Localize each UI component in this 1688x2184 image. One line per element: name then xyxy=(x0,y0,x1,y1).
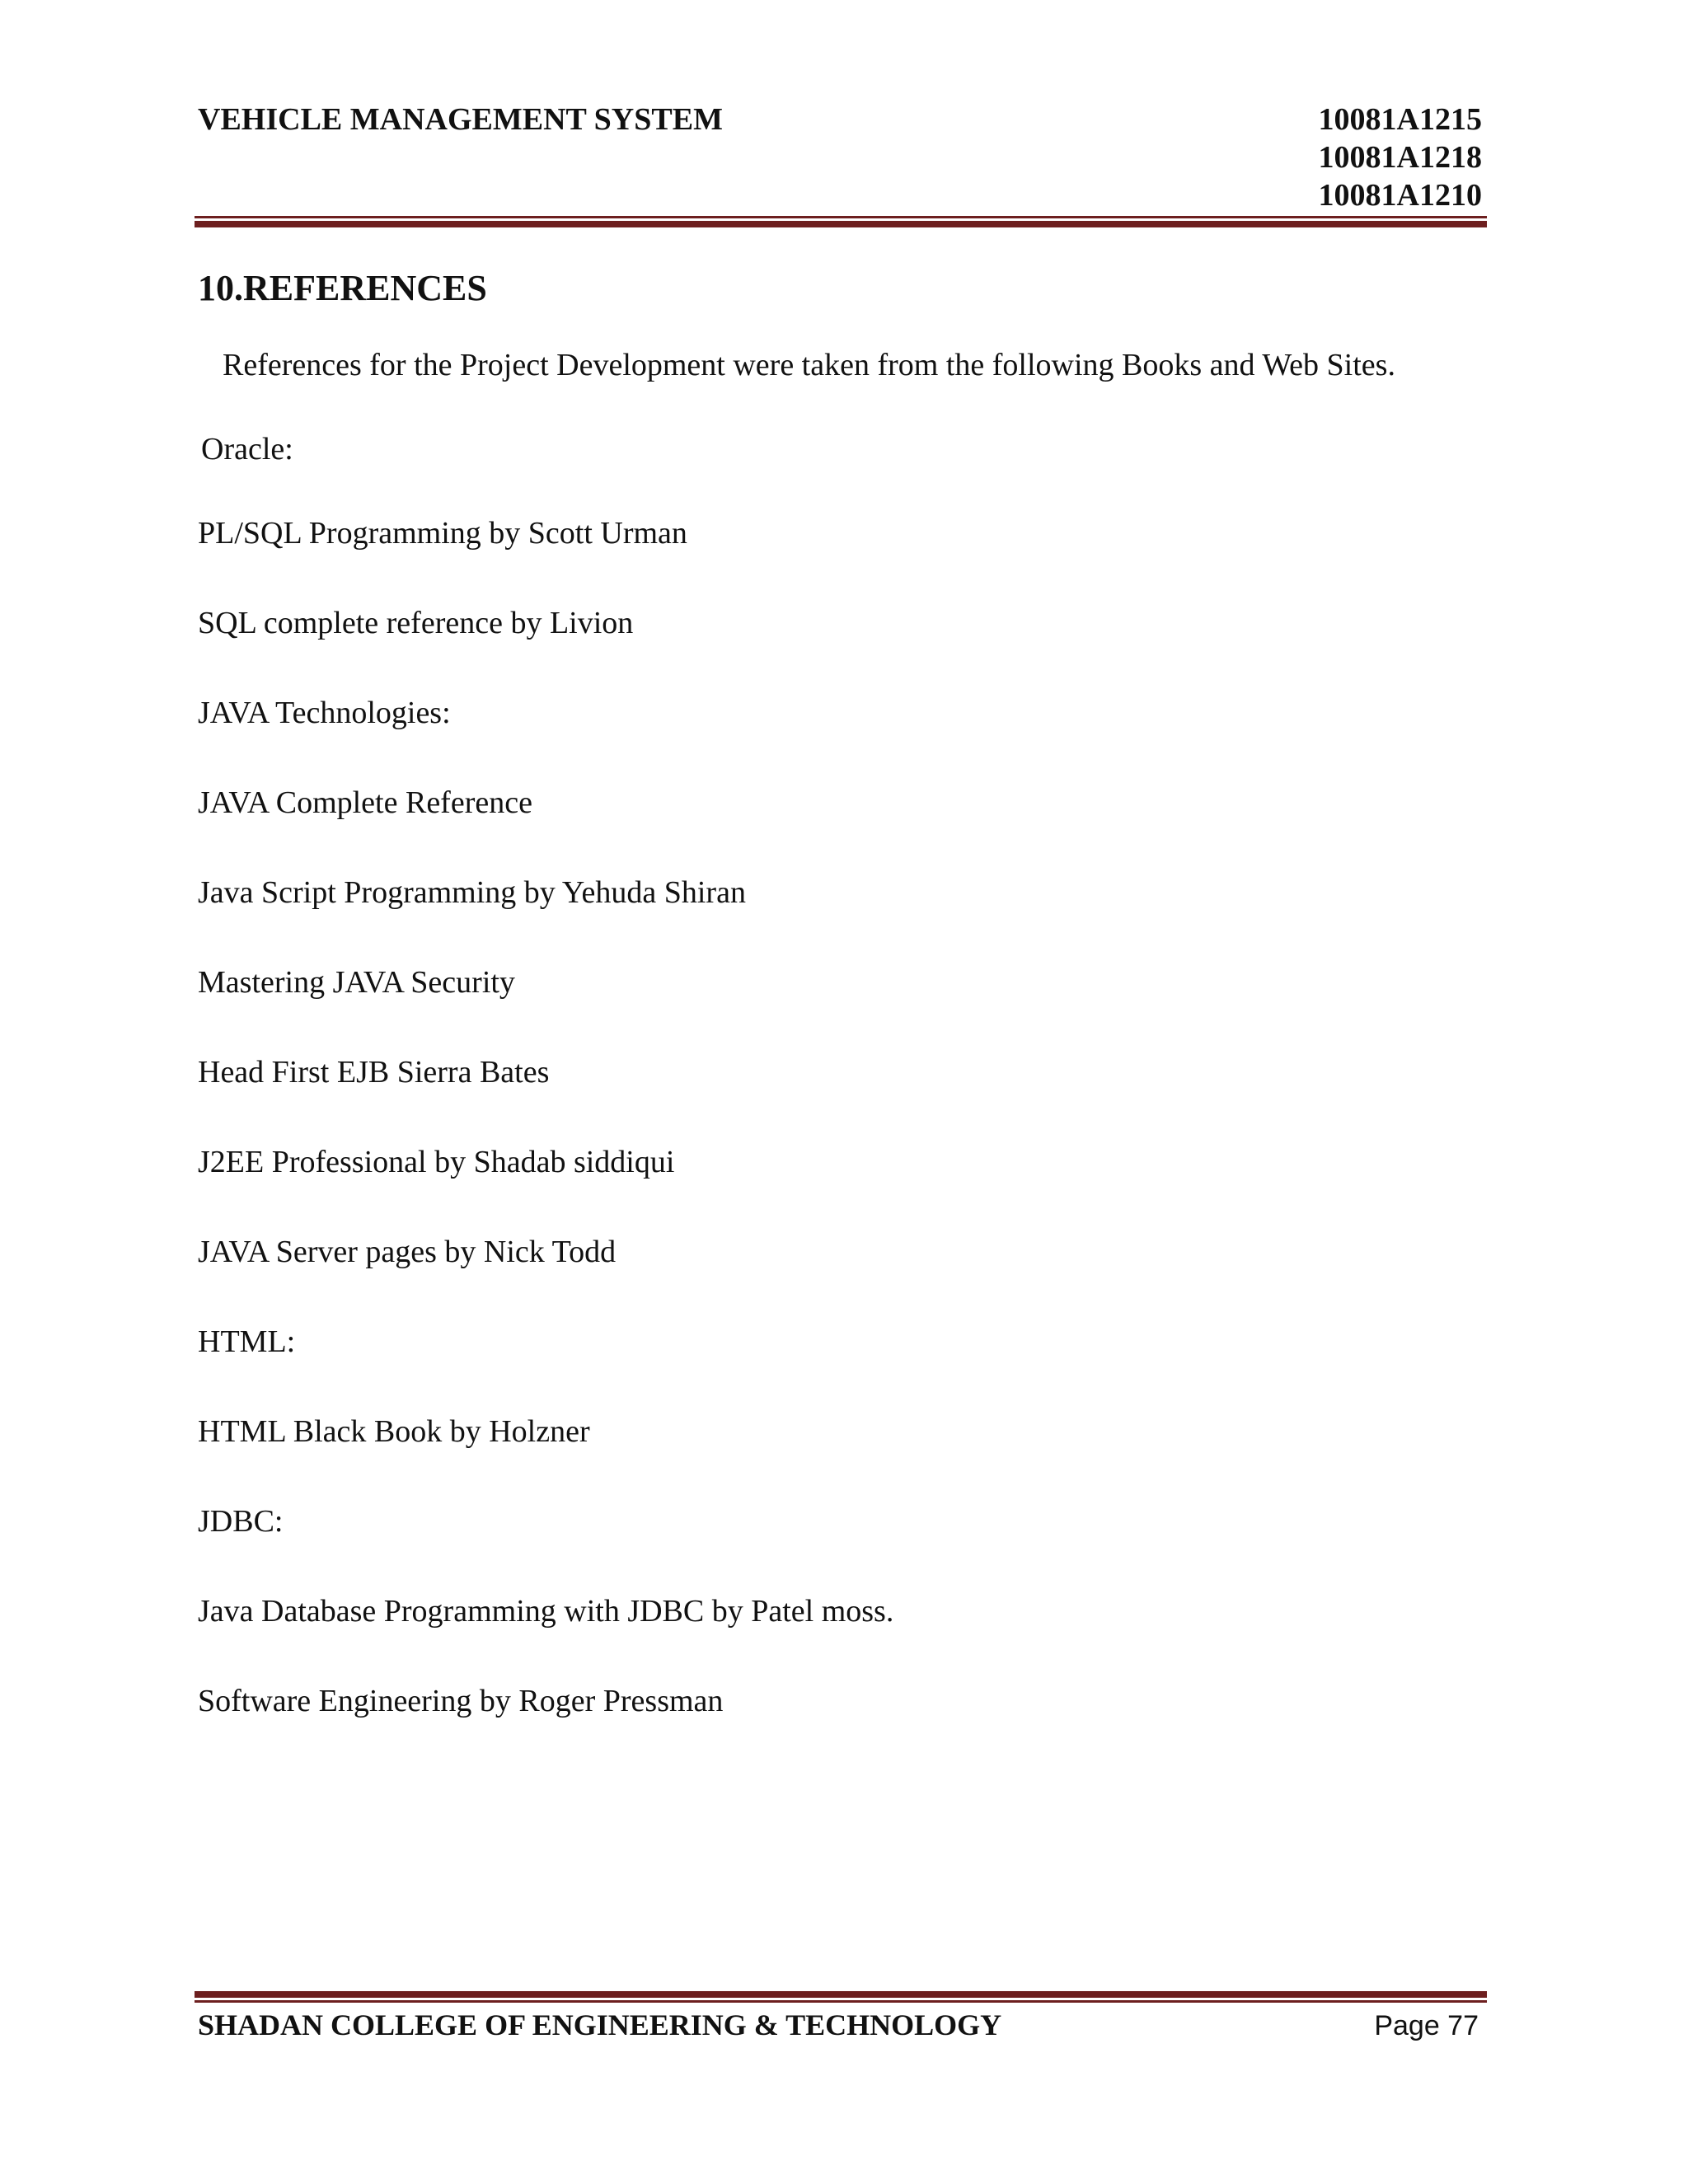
student-id-1: 10081A1215 xyxy=(1318,102,1482,137)
reference-item: JAVA Complete Reference xyxy=(198,785,532,820)
reference-item: PL/SQL Programming by Scott Urman xyxy=(198,516,687,551)
reference-item: HTML Black Book by Holzner xyxy=(198,1414,590,1449)
college-name: SHADAN COLLEGE OF ENGINEERING & TECHNOLOGY xyxy=(198,2008,1002,2041)
reference-item: Mastering JAVA Security xyxy=(198,965,515,1000)
intro-paragraph: References for the Project Development were taken from the following Books and Web Sites. xyxy=(223,348,1395,382)
student-id-2: 10081A1218 xyxy=(1318,140,1482,175)
main-content xyxy=(198,264,1484,1718)
category-oracle: Oracle: xyxy=(201,432,293,466)
document-title: VEHICLE MANAGEMENT SYSTEM xyxy=(198,102,723,137)
reference-item: J2EE Professional by Shadab siddiqui xyxy=(198,1145,675,1179)
reference-item: Java Script Programming by Yehuda Shiran xyxy=(198,875,746,910)
footer-divider-thin xyxy=(195,2000,1487,2003)
student-id-3: 10081A1210 xyxy=(1318,178,1482,213)
reference-item: Head First EJB Sierra Bates xyxy=(198,1055,550,1090)
student-ids xyxy=(1319,101,1482,214)
header-divider-thin xyxy=(195,216,1487,218)
page-number: Page 77 xyxy=(1374,2010,1479,2041)
category-html: HTML: xyxy=(198,1324,296,1359)
footer-divider-thick xyxy=(195,1991,1487,1998)
header-divider-thick xyxy=(195,221,1487,227)
reference-item: JAVA Server pages by Nick Todd xyxy=(198,1235,617,1269)
reference-item: Java Database Programming with JDBC by Patel moss. xyxy=(198,1594,894,1629)
category-java: JAVA Technologies: xyxy=(198,696,451,730)
page-header xyxy=(198,97,1484,213)
reference-item: Software Engineering by Roger Pressman xyxy=(198,1684,724,1718)
category-jdbc: JDBC: xyxy=(198,1504,284,1539)
reference-item: SQL complete reference by Livion xyxy=(198,606,634,640)
section-heading: 10.REFERENCES xyxy=(198,268,487,308)
